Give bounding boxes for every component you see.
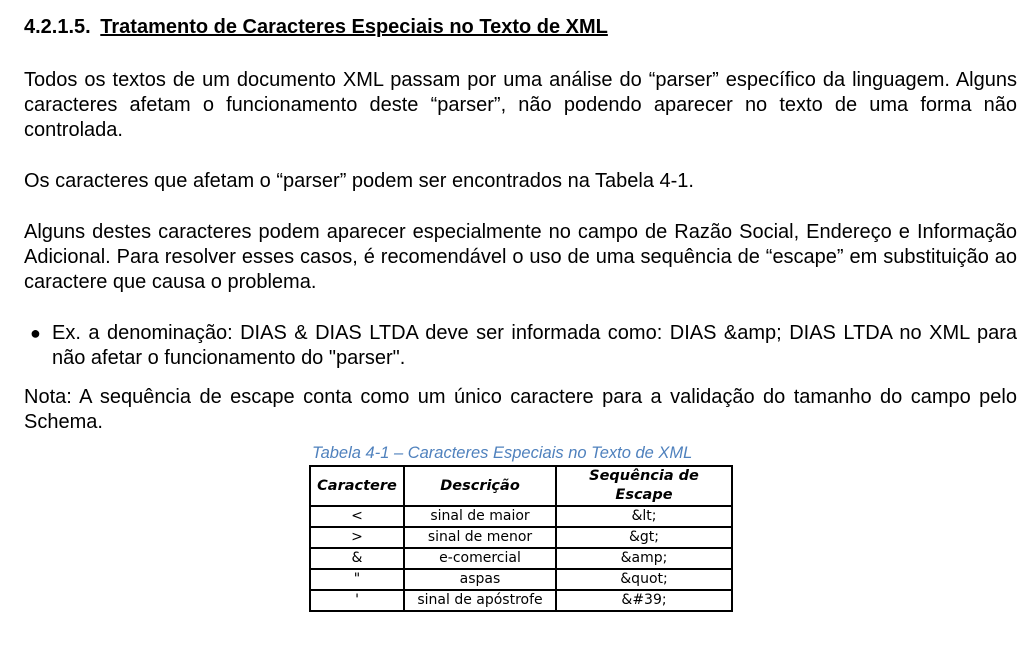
cell-description: sinal de maior: [404, 506, 556, 527]
column-header-character: Caractere: [310, 466, 404, 506]
table-header-row: [310, 466, 732, 506]
table-row: [310, 548, 732, 569]
cell-escape: &gt;: [556, 527, 732, 548]
cell-escape: &amp;: [556, 548, 732, 569]
table-row: [310, 506, 732, 527]
note-paragraph: Nota: A sequência de escape conta como um único caractere para a validação do tamanho do campo pelo Schema.: [24, 386, 1017, 433]
table-caption: Tabela 4-1 – Caracteres Especiais no Texto de XML: [312, 444, 693, 462]
escape-table: [309, 465, 733, 612]
example-list: [24, 321, 1017, 371]
cell-character: ': [310, 590, 404, 611]
cell-description: sinal de apóstrofe: [404, 590, 556, 611]
cell-description: aspas: [404, 569, 556, 590]
section-number: 4.2.1.5.: [24, 16, 91, 38]
cell-description: e-comercial: [404, 548, 556, 569]
paragraph-escape-recommendation: Alguns destes caracteres podem aparecer especialmente no campo de Razão Social, Endereço e Informação Adicional. Para resolver esses casos, é recomendável o uso de uma sequência de “escape” em substituição ao caractere que causa o problema.: [24, 221, 1017, 293]
cell-escape: &#39;: [556, 590, 732, 611]
list-item: [30, 321, 1017, 371]
table-row: [310, 569, 732, 590]
paragraph-table-reference: Os caracteres que afetam o “parser” podem ser encontrados na Tabela 4-1.: [24, 170, 694, 192]
table-row: [310, 527, 732, 548]
section-heading: [24, 14, 1017, 40]
paragraph-parser-intro: Todos os textos de um documento XML passam por uma análise do “parser” específico da linguagem. Alguns caracteres afetam o funcionamento deste “parser”, não podendo aparecer no texto de uma forma não controlada.: [24, 69, 1017, 141]
column-header-escape: Sequência de Escape: [556, 466, 732, 506]
cell-character: >: [310, 527, 404, 548]
cell-character: ": [310, 569, 404, 590]
cell-description: sinal de menor: [404, 527, 556, 548]
cell-character: &: [310, 548, 404, 569]
cell-escape: &lt;: [556, 506, 732, 527]
example-text: Ex. a denominação: DIAS & DIAS LTDA deve ser informada como: DIAS &amp; DIAS LTDA no XML para não afetar o funcionamento do "parser".: [52, 322, 1017, 369]
table-row: [310, 590, 732, 611]
cell-escape: &quot;: [556, 569, 732, 590]
document-page: [24, 14, 1017, 447]
bullet-icon: ●: [30, 323, 41, 343]
section-title: Tratamento de Caracteres Especiais no Texto de XML: [100, 16, 608, 38]
column-header-description: Descrição: [404, 466, 556, 506]
cell-character: <: [310, 506, 404, 527]
